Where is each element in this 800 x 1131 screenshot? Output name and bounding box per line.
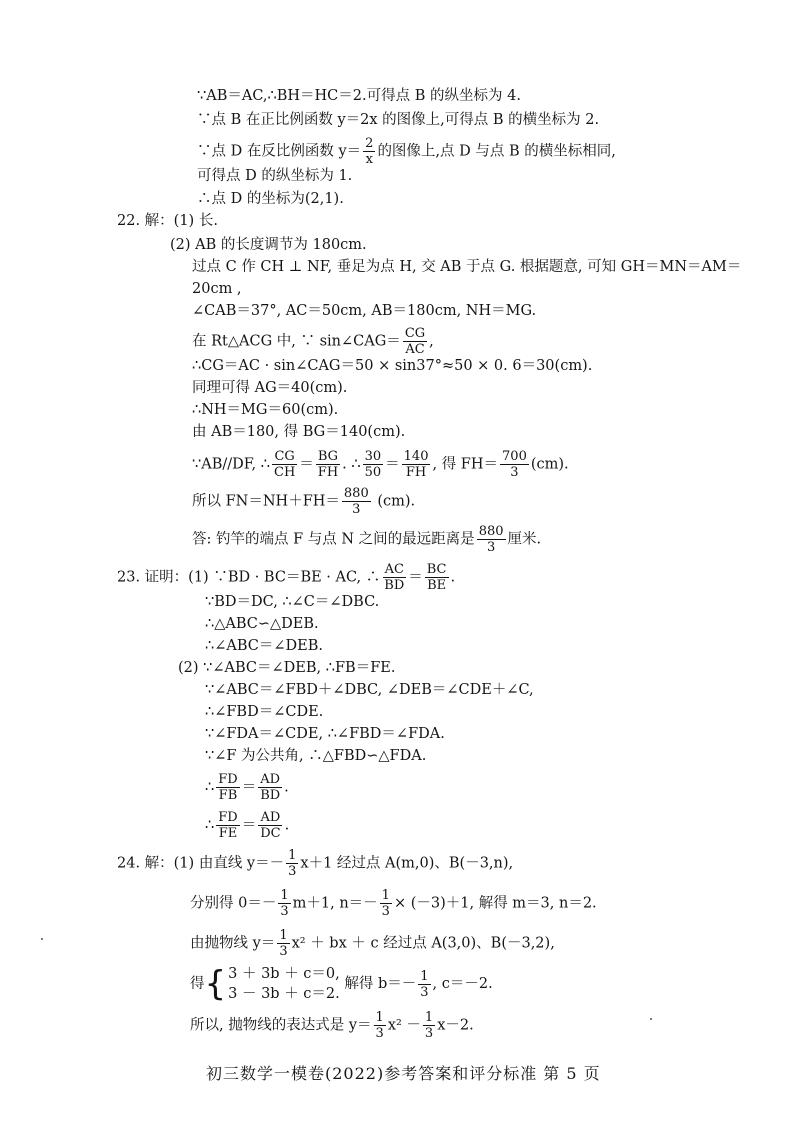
numerator: 1	[288, 848, 297, 863]
text-span: 所以, 抛物线的表达式是 y＝	[190, 1017, 372, 1034]
text-span: 答: 钓竿的端点 F 与点 N 之间的最远距离是	[192, 531, 475, 548]
fraction	[382, 562, 406, 593]
text-line: ∴CG＝AC · sin∠CAG＝50 × sin37°≈50 × 0. 6＝30(cm).	[192, 358, 593, 374]
denominator: DC	[260, 826, 281, 841]
text-span: 由抛物线 y＝	[190, 935, 276, 952]
fraction	[380, 888, 392, 919]
fraction	[425, 562, 449, 593]
text-span: , c＝－2.	[432, 976, 493, 992]
text-span: 所以 FN＝NH＋FH＝	[192, 493, 340, 510]
denominator: BD	[260, 788, 281, 803]
equation-rows	[228, 964, 340, 1004]
fraction	[286, 848, 298, 879]
text-line	[197, 136, 616, 167]
text-span: ∴	[205, 779, 215, 796]
text-line: ∵BD＝DC, ∴∠C＝∠DBC.	[205, 594, 380, 610]
text-line: ∵∠FDA＝∠CDE, ∴∠FBD＝∠FDA.	[205, 726, 445, 742]
denominator: BE	[427, 578, 447, 593]
numerator: 1	[381, 888, 390, 903]
text-line	[192, 486, 415, 517]
numerator: BC	[426, 562, 447, 577]
text-span: × (－3)＋1, 解得 m＝3, n＝2.	[393, 895, 597, 912]
denominator: AC	[405, 342, 425, 357]
numerator: 700	[502, 449, 527, 464]
denominator: 3	[288, 864, 297, 879]
text-span: x² －	[387, 1017, 421, 1034]
brace-icon: {	[204, 964, 227, 1004]
denominator: 3	[420, 984, 429, 1000]
numerator: 1	[375, 1010, 384, 1025]
scan-speck	[41, 938, 43, 940]
text-span: (cm).	[372, 493, 416, 510]
text-span: 得	[190, 976, 205, 992]
text-span: ,	[429, 333, 434, 350]
denominator: BD	[384, 578, 405, 593]
fraction	[316, 449, 340, 480]
text-line: ∠CAB＝37°, AC＝50cm, AB＝180cm, NH＝MG.	[192, 303, 537, 319]
text-line: 同理可得 AG＝40(cm).	[192, 380, 348, 396]
denominator: 3	[381, 904, 390, 919]
numerator: 1	[280, 888, 289, 903]
numerator: AD	[260, 772, 281, 787]
numerator: CG	[404, 326, 426, 341]
equation-row: 3 － 3b ＋ c＝2.	[228, 986, 340, 1002]
denominator: 3	[352, 502, 361, 517]
equation-row: 3 ＋ 3b ＋ c＝0,	[228, 966, 340, 982]
denominator: FE	[218, 826, 238, 841]
fraction	[363, 136, 375, 167]
denominator: 3	[424, 1026, 434, 1041]
denominator: 3	[486, 540, 496, 555]
fraction	[363, 449, 384, 480]
text-span: ＝	[299, 456, 314, 473]
text-span: ∴	[205, 817, 215, 834]
text-line	[190, 928, 555, 959]
denominator: FB	[218, 788, 238, 803]
question-24-heading	[117, 848, 513, 879]
text-line: ∴△ABC∽△DEB.	[205, 616, 319, 632]
text-span: .	[284, 779, 289, 796]
denominator: 3	[280, 904, 289, 919]
numerator: AC	[384, 562, 404, 577]
text-line: 过点 C 作 CH ⊥ NF, 垂足为点 H, 交 AB 于点 G. 根据题意, 可知 GH＝MN＝AM＝	[192, 259, 742, 275]
text-span: ＝	[241, 779, 257, 796]
text-span: ＝	[408, 569, 423, 586]
numerator: AD	[260, 810, 281, 825]
page-footer: 初三数学一模卷(2022)参考答案和评分标准 第 5 页	[206, 1064, 601, 1083]
denominator: CH	[274, 465, 296, 480]
denominator: FH	[405, 465, 427, 480]
fraction	[216, 810, 239, 841]
fraction	[402, 449, 431, 480]
text-line: ∴∠ABC＝∠DEB.	[205, 638, 323, 654]
numerator: 880	[343, 486, 369, 501]
text-span: .	[284, 817, 290, 834]
text-span: x－2.	[437, 1017, 474, 1034]
numerator: 1	[424, 1010, 434, 1025]
text-line: ∵∠F 为公共角, ∴△FBD∽△FDA.	[205, 748, 427, 764]
denominator: 3	[279, 944, 288, 959]
text-span: ＝	[385, 456, 400, 473]
question-22-heading: 22. 解：(1) 长.	[117, 213, 218, 229]
text-line: ∴∠FBD＝∠CDE.	[205, 704, 324, 720]
text-span: (cm).	[530, 456, 569, 473]
text-span: 23. 证明：(1) ∵BD · BC＝BE · AC, ∴	[117, 569, 381, 586]
text-span: x² ＋ bx ＋ c 经过点 A(3,0)、B(－3,2),	[291, 935, 555, 952]
text-line	[205, 772, 289, 803]
text-span: 24. 解：(1) 由直线 y＝－	[117, 855, 285, 872]
text-span: , 得 FH＝	[432, 456, 499, 473]
numerator: 1	[279, 928, 288, 943]
text-span: 解得 b＝－	[339, 976, 417, 992]
fraction	[500, 449, 529, 480]
fraction	[258, 810, 282, 841]
fraction	[272, 449, 297, 480]
numerator: 140	[403, 449, 429, 464]
fraction	[277, 928, 289, 959]
fraction	[216, 772, 239, 803]
text-line: 20cm ,	[192, 281, 242, 297]
fraction	[278, 888, 290, 919]
text-span: x＋1 经过点 A(m,0)、B(－3,n),	[300, 855, 514, 872]
text-line	[190, 1010, 474, 1041]
numerator: CG	[274, 449, 295, 464]
text-line: ∴点 D 的坐标为(2,1).	[197, 191, 344, 207]
denominator: FH	[317, 465, 339, 480]
text-line: ∵AB＝AC,∴BH＝HC＝2.可得点 B 的纵坐标为 4.	[197, 88, 521, 104]
text-span: 厘米.	[507, 531, 542, 548]
numerator: FD	[218, 772, 238, 787]
text-span: m＋1, n＝－	[292, 895, 378, 912]
numerator: 2	[365, 136, 374, 151]
text-line	[190, 888, 597, 919]
text-span: 在 Rt△ACG 中, ∵ sin∠CAG＝	[192, 333, 401, 350]
text-line	[205, 810, 289, 841]
fraction	[374, 1010, 386, 1041]
fraction	[423, 1010, 435, 1041]
fraction	[342, 486, 371, 517]
text-span: 的图像上,点 D 与点 B 的横坐标相同,	[377, 143, 616, 160]
fraction	[403, 326, 427, 357]
text-line: ∵点 B 在正比例函数 y＝2x 的图像上,可得点 B 的横坐标为 2.	[197, 112, 600, 128]
text-line	[190, 964, 493, 1004]
numerator: 880	[478, 524, 504, 539]
text-line: ∵∠ABC＝∠FBD＋∠DBC, ∠DEB＝∠CDE＋∠C,	[205, 682, 534, 698]
numerator: BG	[317, 449, 339, 464]
fraction	[418, 969, 430, 1000]
text-line	[192, 326, 434, 357]
text-span: ＝	[241, 817, 257, 834]
denominator: 3	[375, 1026, 384, 1041]
denominator: 50	[364, 465, 382, 480]
text-span: ∵AB//DF, ∴	[192, 456, 270, 473]
denominator: 3	[510, 465, 519, 480]
fraction	[477, 524, 506, 555]
equation-system	[205, 964, 340, 1004]
numerator: 1	[420, 968, 429, 984]
text-span: ∵点 D 在反比例函数 y＝	[197, 143, 362, 160]
text-line: ∴NH＝MG＝60(cm).	[192, 402, 339, 418]
text-span: 分别得 0＝－	[190, 895, 277, 912]
text-span: . ∴	[342, 456, 361, 473]
text-line: 可得点 D 的纵坐标为 1.	[197, 168, 353, 184]
numerator: FD	[218, 810, 238, 825]
text-line	[192, 449, 569, 480]
text-span: .	[450, 569, 456, 586]
numerator: 30	[364, 449, 382, 464]
scan-speck	[650, 1018, 652, 1020]
text-line	[192, 524, 541, 555]
fraction	[258, 772, 282, 803]
denominator: x	[365, 152, 373, 167]
text-line: 由 AB＝180, 得 BG＝140(cm).	[192, 424, 406, 440]
question-23-heading	[117, 562, 455, 593]
text-line: (2) AB 的长度调节为 180cm.	[170, 237, 367, 253]
text-line: (2) ∵∠ABC＝∠DEB, ∴FB＝FE.	[178, 660, 396, 676]
